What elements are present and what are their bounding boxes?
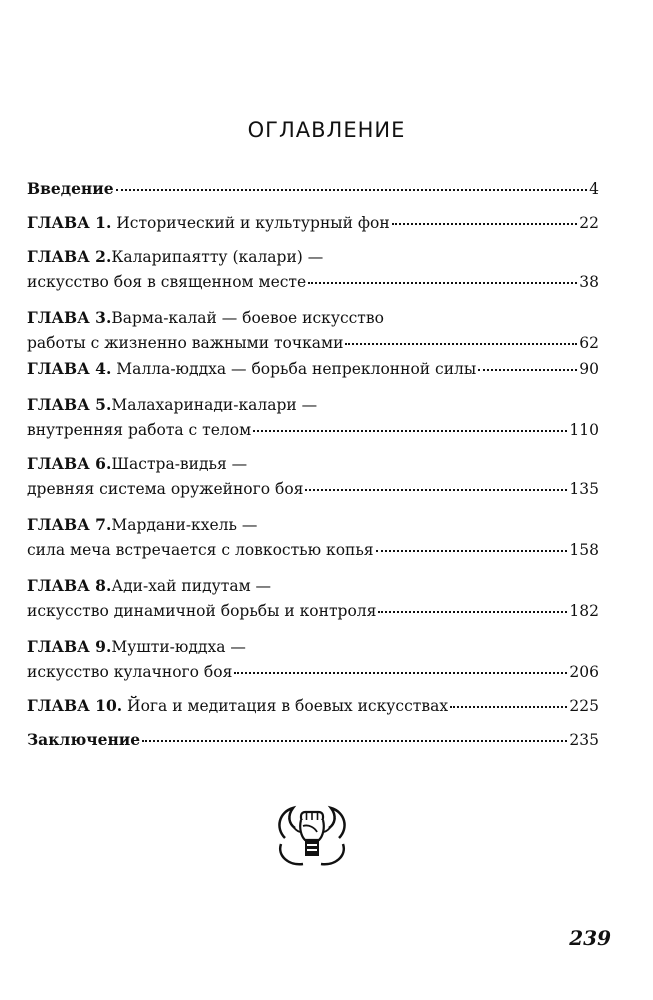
toc-entry-chapter-9 bbox=[27, 634, 599, 685]
table-of-contents bbox=[27, 176, 599, 753]
toc-entry-label: ГЛАВА 3. bbox=[27, 308, 112, 327]
toc-page-number: 158 bbox=[569, 541, 599, 559]
toc-entry-title: Малла-юддха — борьба непреклонной силы bbox=[111, 360, 477, 378]
toc-entry-title-cont: искусство динамичной борьбы и контроля bbox=[27, 602, 377, 620]
toc-entry-title: Йога и медитация в боевых искусствах bbox=[122, 697, 449, 715]
toc-page-number: 110 bbox=[569, 421, 599, 439]
toc-entry-label: Введение bbox=[27, 179, 114, 198]
fist-emblem-icon bbox=[271, 798, 353, 870]
toc-entry-chapter-7 bbox=[27, 512, 599, 563]
toc-entry-title: Мардани-кхель — bbox=[111, 516, 258, 534]
toc-entry-title: Варма-калай — боевое искусство bbox=[111, 309, 384, 327]
toc-entry-chapter-5 bbox=[27, 392, 599, 443]
leader-dots bbox=[142, 740, 567, 742]
toc-entry-conclusion bbox=[27, 727, 599, 753]
leader-dots bbox=[308, 282, 577, 284]
toc-page-number: 225 bbox=[569, 697, 599, 715]
toc-entry-title: Исторический и культурный фон bbox=[111, 214, 390, 232]
toc-entry-title-cont: сила меча встречается с ловкостью копья bbox=[27, 541, 374, 559]
toc-page-number: 62 bbox=[579, 334, 599, 352]
toc-entry-title-cont: древняя система оружейного боя bbox=[27, 480, 304, 498]
toc-entry-label: ГЛАВА 4. bbox=[27, 359, 112, 378]
toc-page-number: 135 bbox=[569, 480, 599, 498]
toc-entry-title-cont: искусство кулачного боя bbox=[27, 663, 233, 681]
toc-entry-title: Шастра-видья — bbox=[111, 455, 248, 473]
leader-dots bbox=[478, 369, 577, 371]
toc-page-number: 90 bbox=[579, 360, 599, 378]
leader-dots bbox=[234, 672, 567, 674]
toc-entry-label: Заключение bbox=[27, 730, 141, 749]
toc-entry-title-cont: работы с жизненно важными точками bbox=[27, 334, 344, 352]
toc-entry-chapter-2 bbox=[27, 244, 599, 295]
toc-entry-intro bbox=[27, 176, 599, 202]
leader-dots bbox=[376, 550, 568, 552]
toc-entry-label: ГЛАВА 6. bbox=[27, 454, 112, 473]
leader-dots bbox=[450, 706, 567, 708]
toc-entry-label: ГЛАВА 1. bbox=[27, 213, 112, 232]
toc-entry-title-cont: внутренняя работа с телом bbox=[27, 421, 252, 439]
toc-entry-chapter-8 bbox=[27, 573, 599, 624]
toc-entry-title: Мушти-юддха — bbox=[111, 638, 246, 656]
page-title: ОГЛАВЛЕНИЕ bbox=[247, 118, 406, 142]
toc-page-number: 182 bbox=[569, 602, 599, 620]
leader-dots bbox=[378, 611, 567, 613]
toc-entry-label: ГЛАВА 2. bbox=[27, 247, 112, 266]
toc-entry-chapter-10 bbox=[27, 693, 599, 719]
toc-entry-title: Ади-хай пидутам — bbox=[111, 577, 272, 595]
toc-entry-title: Каларипаятту (калари) — bbox=[111, 248, 324, 266]
toc-entry-label: ГЛАВА 8. bbox=[27, 576, 112, 595]
toc-page-number: 38 bbox=[579, 273, 599, 291]
toc-entry-title-cont: искусство боя в священном месте bbox=[27, 273, 307, 291]
toc-page-number: 206 bbox=[569, 663, 599, 681]
leader-dots bbox=[305, 489, 567, 491]
toc-entry-chapter-4 bbox=[27, 356, 599, 382]
toc-entry-title: Малахаринади-калари — bbox=[111, 396, 318, 414]
toc-page-number: 235 bbox=[569, 731, 599, 749]
toc-entry-label: ГЛАВА 5. bbox=[27, 395, 112, 414]
toc-page-number: 22 bbox=[579, 214, 599, 232]
leader-dots bbox=[392, 223, 578, 225]
page-number: 239 bbox=[569, 926, 611, 950]
toc-entry-label: ГЛАВА 7. bbox=[27, 515, 112, 534]
toc-entry-label: ГЛАВА 9. bbox=[27, 637, 112, 656]
leader-dots bbox=[345, 343, 577, 345]
toc-entry-label: ГЛАВА 10. bbox=[27, 696, 123, 715]
toc-entry-chapter-1 bbox=[27, 210, 599, 236]
leader-dots bbox=[116, 189, 587, 191]
leader-dots bbox=[253, 430, 567, 432]
toc-entry-chapter-6 bbox=[27, 451, 599, 502]
toc-entry-chapter-3 bbox=[27, 305, 599, 356]
toc-page-number: 4 bbox=[589, 180, 599, 198]
